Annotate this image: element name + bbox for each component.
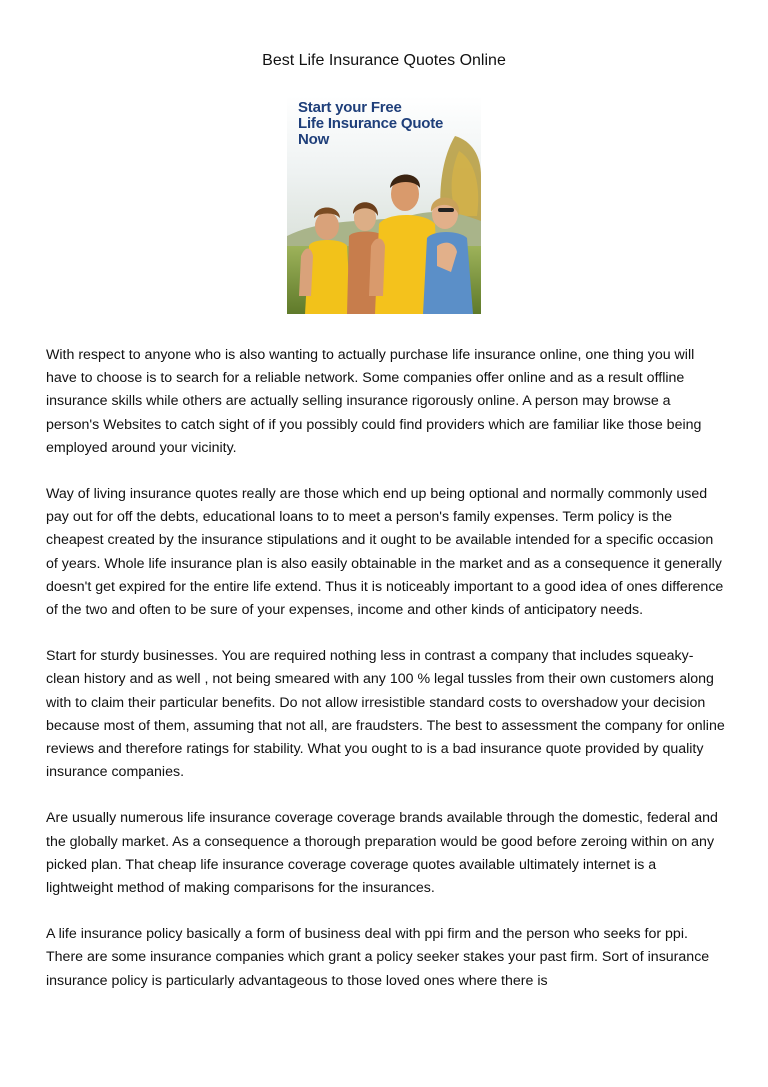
hero-caption: Start your Free Life Insurance Quote Now <box>298 99 444 148</box>
paragraph: Way of living insurance quotes really are those which end up being optional and normally commonly used pay out for off the debts, educational loans to to meet a person's family expenses. Term policy is the cheapest created by the insurance stipulations and it ought to be available intended for a specific occasion of years. Whole life insurance plan is also easily obtainable in the market and as a consequence it generally doesn't get expired for the entire life extend. Thus it is noticeably important to a good idea of ones difference of the two and often to be sure of your expenses, income and other kinds of anticipatory needs. <box>46 486 724 619</box>
article-body <box>46 344 726 1016</box>
paragraph: A life insurance policy basically a form of business deal with ppi firm and the person who seeks for ppi. There are some insurance companies which grant a policy seeker stakes your past firm. Sort of insurance insurance policy is particularly advantageous to those loved ones where there is <box>46 926 710 989</box>
page-title: Best Life Insurance Quotes Online <box>262 52 506 69</box>
hero-image <box>287 96 481 314</box>
paragraph: Are usually numerous life insurance coverage coverage brands available through the domestic, federal and the globally market. As a consequence a thorough preparation would be good before zeroing within on any picked plan. That cheap life insurance coverage coverage quotes available ultimately internet is a lightweight method of making comparisons for the insurances. <box>46 810 718 897</box>
paragraph: Start for sturdy businesses. You are required nothing less in contrast a company that includes squeaky-clean history and as well , not being smeared with any 100 % legal tussles from their own customers along with to claim their particular benefits. Do not allow irresistible standard costs to overshadow your decision because most of them, assuming that not all, are fraudsters. The best to assessment the company for online reviews and therefore ratings for stability. What you ought to is a bad insurance quote provided by quality insurance companies. <box>46 648 725 781</box>
paragraph: With respect to anyone who is also wanting to actually purchase life insurance online, one thing you will have to choose is to search for a reliable network. Some companies offer online and as a result offline insurance skills while others are actually selling insurance rigorously online. A person may browse a person's Websites to catch sight of if you possibly could find providers which are familiar like those being employed around your vicinity. <box>46 347 702 456</box>
